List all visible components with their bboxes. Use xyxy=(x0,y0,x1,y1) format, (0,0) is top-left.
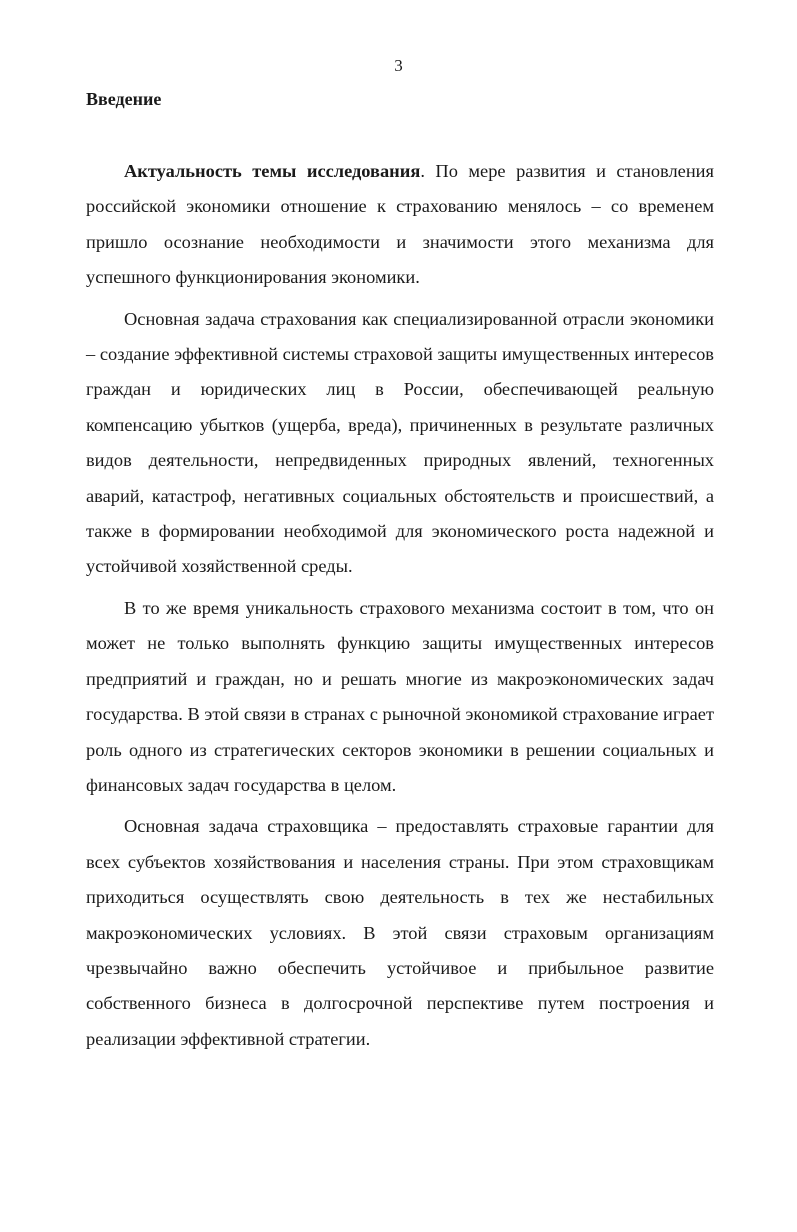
paragraph-insurer-task: Основная задача страховщика – предоставлять страховые гарантии для всех субъектов хозяйствования и населения страны. При этом страховщикам приходиться осуществлять свою деятельность в тех же нестабильных макроэкономических условиях. В этой связи страховым организациям чрезвычайно важно обеспечить устойчивое и прибыльное развитие собственного бизнеса в долгосрочной перспективе путем построения и реализации эффективной стратегии. xyxy=(86,816,714,1049)
paragraph-text: . По мере развития и становления российской экономики отношение к страхованию менялось – со временем пришло осознание необходимости и значимости этого механизма для успешного функционирования экономики. xyxy=(86,161,714,288)
section-heading: Введение xyxy=(86,89,162,109)
paragraph-insurance-task: Основная задача страхования как специализированной отрасли экономики – создание эффективной системы страховой защиты имущественных интересов граждан и юридических лиц в России, обеспечивающей реальную компенсацию убытков (ущерба, вреда), причиненных в результате различных видов деятельности, непредвиденных природных явлений, техногенных аварий, катастроф, негативных социальных обстоятельств и происшествий, а также в формировании необходимой для экономического роста надежной и устойчивой хозяйственной среды. xyxy=(86,308,714,577)
paragraph-lead-bold: Актуальность темы исследования xyxy=(124,161,421,181)
body-text xyxy=(86,154,714,1063)
paragraph-relevance xyxy=(86,154,714,296)
page-number: 3 xyxy=(394,56,403,75)
paragraph-uniqueness: В то же время уникальность страхового механизма состоит в том, что он может не только выполнять функцию защиты имущественных интересов предприятий и граждан, но и решать многие из макроэкономических задач государства. В этой связи в странах с рыночной экономикой страхование играет роль одного из стратегических секторов экономики в решении социальных и финансовых задач государства в целом. xyxy=(86,597,714,795)
